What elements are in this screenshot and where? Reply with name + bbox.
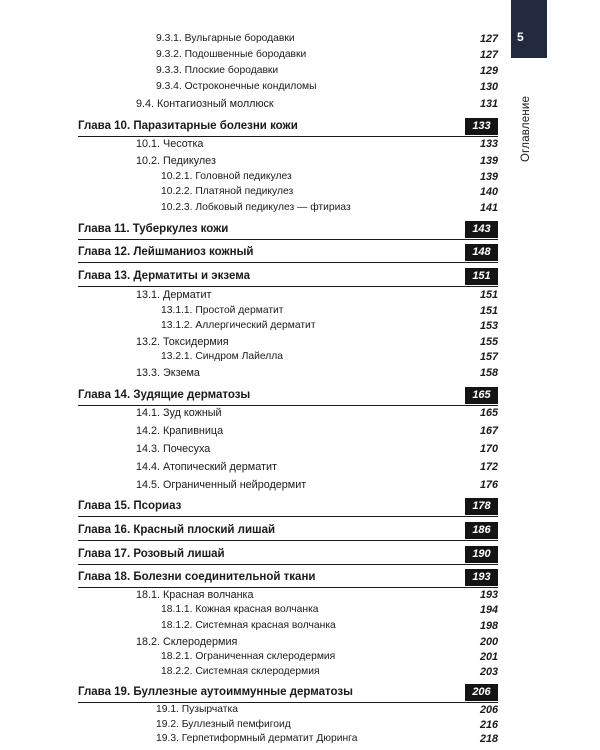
toc-entry-page: 127: [479, 49, 498, 61]
chapter-title: Глава 16. Красный плоский лишай: [78, 524, 276, 536]
toc-chapter-17[interactable]: [78, 546, 498, 565]
toc-entry-title: 18.2. Склеродермия: [136, 636, 238, 648]
toc-entry-9-4[interactable]: [0, 98, 600, 114]
toc-entry-10-2-1[interactable]: [0, 171, 600, 187]
toc-entry-page: 193: [479, 589, 498, 601]
chapter-page-badge: 186: [465, 522, 498, 539]
toc-entry-13-3[interactable]: [0, 367, 600, 383]
toc-entry-18-2[interactable]: [0, 636, 600, 652]
chapter-title: Глава 17. Розовый лишай: [78, 548, 225, 560]
toc-chapter-14[interactable]: [78, 387, 498, 406]
toc-entry-14-3[interactable]: [0, 443, 600, 459]
toc-entry-9-3-1[interactable]: [0, 33, 600, 49]
toc-entry-title: 19.2. Буллезный пемфигоид: [156, 719, 291, 730]
toc-entry-page: 165: [479, 407, 498, 419]
toc-entry-page: 176: [479, 479, 498, 491]
toc-entry-title: 14.4. Атопический дерматит: [136, 461, 277, 473]
toc-entry-title: 19.1. Пузырчатка: [156, 704, 238, 715]
chapter-page-badge: 206: [465, 684, 498, 701]
toc-entry-title: 10.2. Педикулез: [136, 155, 216, 167]
toc-chapter-10[interactable]: [78, 118, 498, 137]
toc-chapter-16[interactable]: [78, 522, 498, 541]
toc-entry-title: 13.2.1. Синдром Лайелла: [161, 351, 283, 362]
section-label: Оглавление: [520, 95, 532, 162]
toc-chapter-15[interactable]: [78, 498, 498, 517]
chapter-page-badge: 165: [465, 387, 498, 404]
toc-entry-title: 18.2.2. Системная склеродермия: [161, 666, 320, 677]
toc-entry-10-2[interactable]: [0, 155, 600, 171]
toc-entry-page: 218: [479, 733, 498, 745]
toc-chapter-12[interactable]: [78, 244, 498, 263]
toc-entry-13-2[interactable]: [0, 336, 600, 352]
chapter-page-badge: 148: [465, 244, 498, 261]
toc-entry-page: 129: [479, 65, 498, 77]
toc-entry-page: 194: [479, 604, 498, 616]
toc-entry-page: 151: [479, 305, 498, 317]
toc-entry-title: 13.2. Токсидермия: [136, 336, 229, 348]
chapter-title: Глава 12. Лейшманиоз кожный: [78, 246, 254, 258]
toc-entry-page: 151: [479, 289, 498, 301]
toc-entry-14-2[interactable]: [0, 425, 600, 441]
toc-chapter-11[interactable]: [78, 221, 498, 240]
toc-entry-title: 13.1. Дерматит: [136, 289, 212, 301]
toc-entry-9-3-4[interactable]: [0, 81, 600, 97]
toc-entry-page: 155: [479, 336, 498, 348]
toc-entry-page: 127: [479, 33, 498, 45]
toc-entry-title: 10.2.2. Платяной педикулез: [161, 186, 294, 197]
toc-entry-10-2-3[interactable]: [0, 202, 600, 218]
toc-entry-page: 139: [479, 155, 498, 167]
toc-chapter-13[interactable]: [78, 268, 498, 287]
toc-entry-9-3-3[interactable]: [0, 65, 600, 81]
toc-entry-19-1[interactable]: [0, 704, 600, 720]
toc-entry-page: 203: [479, 666, 498, 678]
toc-entry-title: 10.2.3. Лобковый педикулез — фтириаз: [161, 202, 351, 213]
toc-entry-page: 130: [479, 81, 498, 93]
toc-entry-page: 198: [479, 620, 498, 632]
chapter-title: Глава 15. Псориаз: [78, 500, 182, 512]
toc-entry-title: 14.1. Зуд кожный: [136, 407, 222, 419]
toc-entry-page: 153: [479, 320, 498, 332]
toc-entry-14-1[interactable]: [0, 407, 600, 423]
toc-entry-19-3[interactable]: [0, 733, 600, 749]
toc-entry-page: 216: [479, 719, 498, 731]
toc-entry-18-2-1[interactable]: [0, 651, 600, 667]
chapter-page-badge: 151: [465, 268, 498, 285]
toc-chapter-19[interactable]: [78, 684, 498, 703]
toc-entry-page: 158: [479, 367, 498, 379]
toc-entry-title: 10.1. Чесотка: [136, 138, 204, 150]
chapter-title: Глава 19. Буллезные аутоиммунные дерматозы: [78, 686, 353, 698]
toc-chapter-18[interactable]: [78, 569, 498, 588]
toc-entry-13-2-1[interactable]: [0, 351, 600, 367]
toc-entry-18-1[interactable]: [0, 589, 600, 605]
toc-entry-page: 170: [479, 443, 498, 455]
toc-entry-title: 14.3. Почесуха: [136, 443, 211, 455]
toc-entry-10-2-2[interactable]: [0, 186, 600, 202]
chapter-page-badge: 178: [465, 498, 498, 515]
chapter-title: Глава 18. Болезни соединительной ткани: [78, 571, 316, 583]
toc-entry-13-1[interactable]: [0, 289, 600, 305]
chapter-page-badge: 133: [465, 118, 498, 135]
chapter-page-badge: 143: [465, 221, 498, 238]
page-number: 5: [517, 30, 524, 44]
toc-entry-title: 9.3.2. Подошвенные бородавки: [156, 49, 307, 60]
chapter-title: Глава 10. Паразитарные болезни кожи: [78, 120, 298, 132]
chapter-title: Глава 13. Дерматиты и экзема: [78, 270, 250, 282]
toc-entry-title: 18.2.1. Ограниченная склеродермия: [161, 651, 336, 662]
chapter-title: Глава 14. Зудящие дерматозы: [78, 389, 251, 401]
toc-entry-page: 157: [479, 351, 498, 363]
toc-entry-title: 18.1. Красная волчанка: [136, 589, 254, 601]
toc-entry-title: 9.3.3. Плоские бородавки: [156, 65, 279, 76]
toc-entry-14-5[interactable]: [0, 479, 600, 495]
toc-entry-page: 133: [479, 138, 498, 150]
toc-entry-page: 200: [479, 636, 498, 648]
chapter-title: Глава 11. Туберкулез кожи: [78, 223, 229, 235]
toc-entry-title: 18.1.1. Кожная красная волчанка: [161, 604, 319, 615]
toc-entry-page: 140: [479, 186, 498, 198]
toc-entry-title: 14.5. Ограниченный нейродермит: [136, 479, 307, 491]
toc-entry-title: 9.3.4. Остроконечные кондиломы: [156, 81, 317, 92]
toc-entry-page: 139: [479, 171, 498, 183]
toc-entry-18-1-2[interactable]: [0, 620, 600, 636]
toc-entry-page: 172: [479, 461, 498, 473]
toc-entry-title: 13.3. Экзема: [136, 367, 200, 379]
toc-entry-9-3-2[interactable]: [0, 49, 600, 65]
toc-entry-13-1-1[interactable]: [0, 305, 600, 321]
toc-entry-page: 167: [479, 425, 498, 437]
toc-entry-13-1-2[interactable]: [0, 320, 600, 336]
toc-entry-10-1[interactable]: [0, 138, 600, 154]
toc-entry-title: 13.1.2. Аллергический дерматит: [161, 320, 316, 331]
toc-entry-title: 9.4. Контагиозный моллюск: [136, 98, 274, 110]
toc-entry-title: 9.3.1. Вульгарные бородавки: [156, 33, 295, 44]
toc-entry-18-1-1[interactable]: [0, 604, 600, 620]
toc-entry-title: 14.2. Крапивница: [136, 425, 224, 437]
toc-entry-18-2-2[interactable]: [0, 666, 600, 682]
toc-entry-title: 13.1.1. Простой дерматит: [161, 305, 284, 316]
toc-entry-title: 10.2.1. Головной педикулез: [161, 171, 292, 182]
chapter-page-badge: 193: [465, 569, 498, 586]
toc-entry-page: 206: [479, 704, 498, 716]
toc-entry-page: 141: [479, 202, 498, 214]
toc-entry-page: 131: [479, 98, 498, 110]
toc-entry-title: 19.3. Герпетиформный дерматит Дюринга: [156, 733, 358, 744]
toc-entry-page: 201: [479, 651, 498, 663]
toc-entry-14-4[interactable]: [0, 461, 600, 477]
toc-entry-title: 18.1.2. Системная красная волчанка: [161, 620, 336, 631]
chapter-page-badge: 190: [465, 546, 498, 563]
